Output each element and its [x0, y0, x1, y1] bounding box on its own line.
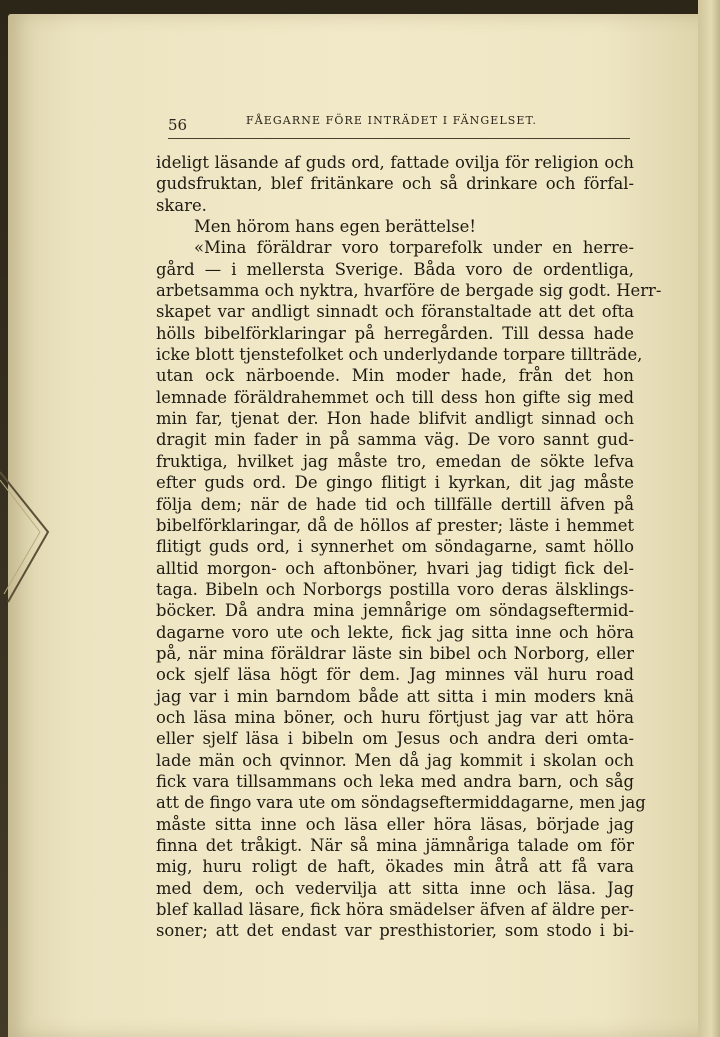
- text-line: gudsfruktan, blef fritänkare och så drinkare och förfal-: [156, 174, 634, 194]
- text-line: att de fingo vara ute om söndagseftermiddagarne, men jag: [156, 793, 646, 813]
- text-line: soner; att det endast var presthistorier, som stodo i bi-: [156, 921, 634, 941]
- text-line: skare.: [156, 195, 207, 215]
- text-line: icke blott tjenstefolket och underlydande torpare tillträde,: [156, 345, 643, 365]
- text-line: lemnade föräldrahemmet och till dess hon gifte sig med: [156, 387, 634, 407]
- text-line: alltid morgon- och aftonböner, hvari jag tidigt fick del-: [156, 558, 634, 578]
- body-text: [156, 152, 662, 942]
- text-line: lade män och qvinnor. Men då jag kommit i skolan och: [156, 750, 634, 770]
- text-line: skapet var andligt sinnadt och föranstaltade att det ofta: [156, 302, 634, 322]
- text-line: eller sjelf läsa i bibeln om Jesus och andra deri omta-: [156, 729, 634, 749]
- text-line: fruktiga, hvilket jag måste tro, emedan de sökte lefva: [156, 451, 634, 471]
- text-line: måste sitta inne och läsa eller höra läsas, började jag: [156, 814, 634, 834]
- text-line: dagarne voro ute och lekte, fick jag sitta inne och höra: [156, 622, 634, 642]
- text-line: blef kallad läsare, fick höra smädelser äfven af äldre per-: [156, 900, 634, 920]
- text-line: gård — i mellersta Sverige. Båda voro de ordentliga,: [156, 259, 634, 279]
- page-header: [168, 112, 630, 142]
- text-line: flitigt guds ord, i synnerhet om söndagarne, samt höllo: [156, 537, 634, 557]
- text-line: utan ock närboende. Min moder hade, från det hon: [156, 366, 634, 386]
- text-line: dragit min fader in på samma väg. De voro sannt gud-: [156, 430, 634, 450]
- page-fold-mark: [0, 470, 70, 610]
- text-line: taga. Bibeln och Norborgs postilla voro deras älsklings-: [156, 579, 634, 599]
- text-line: ideligt läsande af guds ord, fattade ovilja för religion och: [156, 153, 634, 172]
- text-line: Men hörom hans egen berättelse!: [194, 217, 476, 237]
- text-line: finna det tråkigt. När så mina jämnåriga talade om för: [156, 836, 634, 855]
- text-line: «Mina föräldrar voro torparefolk under en herre-: [194, 238, 634, 258]
- text-line: efter guds ord. De gingo flitigt i kyrkan, dit jag måste: [156, 473, 634, 493]
- text-line: hölls bibelförklaringar på herregården. Till dessa hade: [156, 323, 634, 343]
- text-line: med dem, och vedervilja att sitta inne och läsa. Jag: [156, 878, 634, 898]
- header-rule: [168, 138, 630, 139]
- text-line: fick vara tillsammans och leka med andra barn, och såg: [156, 771, 634, 791]
- text-line: arbetsamma och nyktra, hvarföre de bergade sig godt. Herr-: [156, 281, 662, 301]
- next-page-edge: [698, 0, 720, 1037]
- text-line: ock sjelf läsa högt för dem. Jag minnes väl huru road: [156, 665, 634, 685]
- text-line: bibelförklaringar, då de höllos af prester; läste i hemmet: [156, 515, 634, 535]
- page-number: 56: [168, 116, 188, 134]
- text-line: mig, huru roligt de haft, ökades min åtrå att få vara: [156, 857, 634, 877]
- text-line: böcker. Då andra mina jemnårige om söndagseftermid-: [156, 601, 634, 621]
- running-head: FÅEGARNE FÖRE INTRÄDET I FÄNGELSET.: [246, 114, 537, 127]
- text-line: på, när mina föräldrar läste sin bibel och Norborg, eller: [156, 643, 634, 663]
- text-line: följa dem; när de hade tid och tillfälle dertill äfven på: [156, 494, 634, 514]
- text-line: min far, tjenat der. Hon hade blifvit andligt sinnad och: [156, 409, 634, 429]
- text-line: jag var i min barndom både att sitta i min moders knä: [156, 686, 634, 706]
- text-line: och läsa mina böner, och huru förtjust jag var att höra: [156, 707, 634, 727]
